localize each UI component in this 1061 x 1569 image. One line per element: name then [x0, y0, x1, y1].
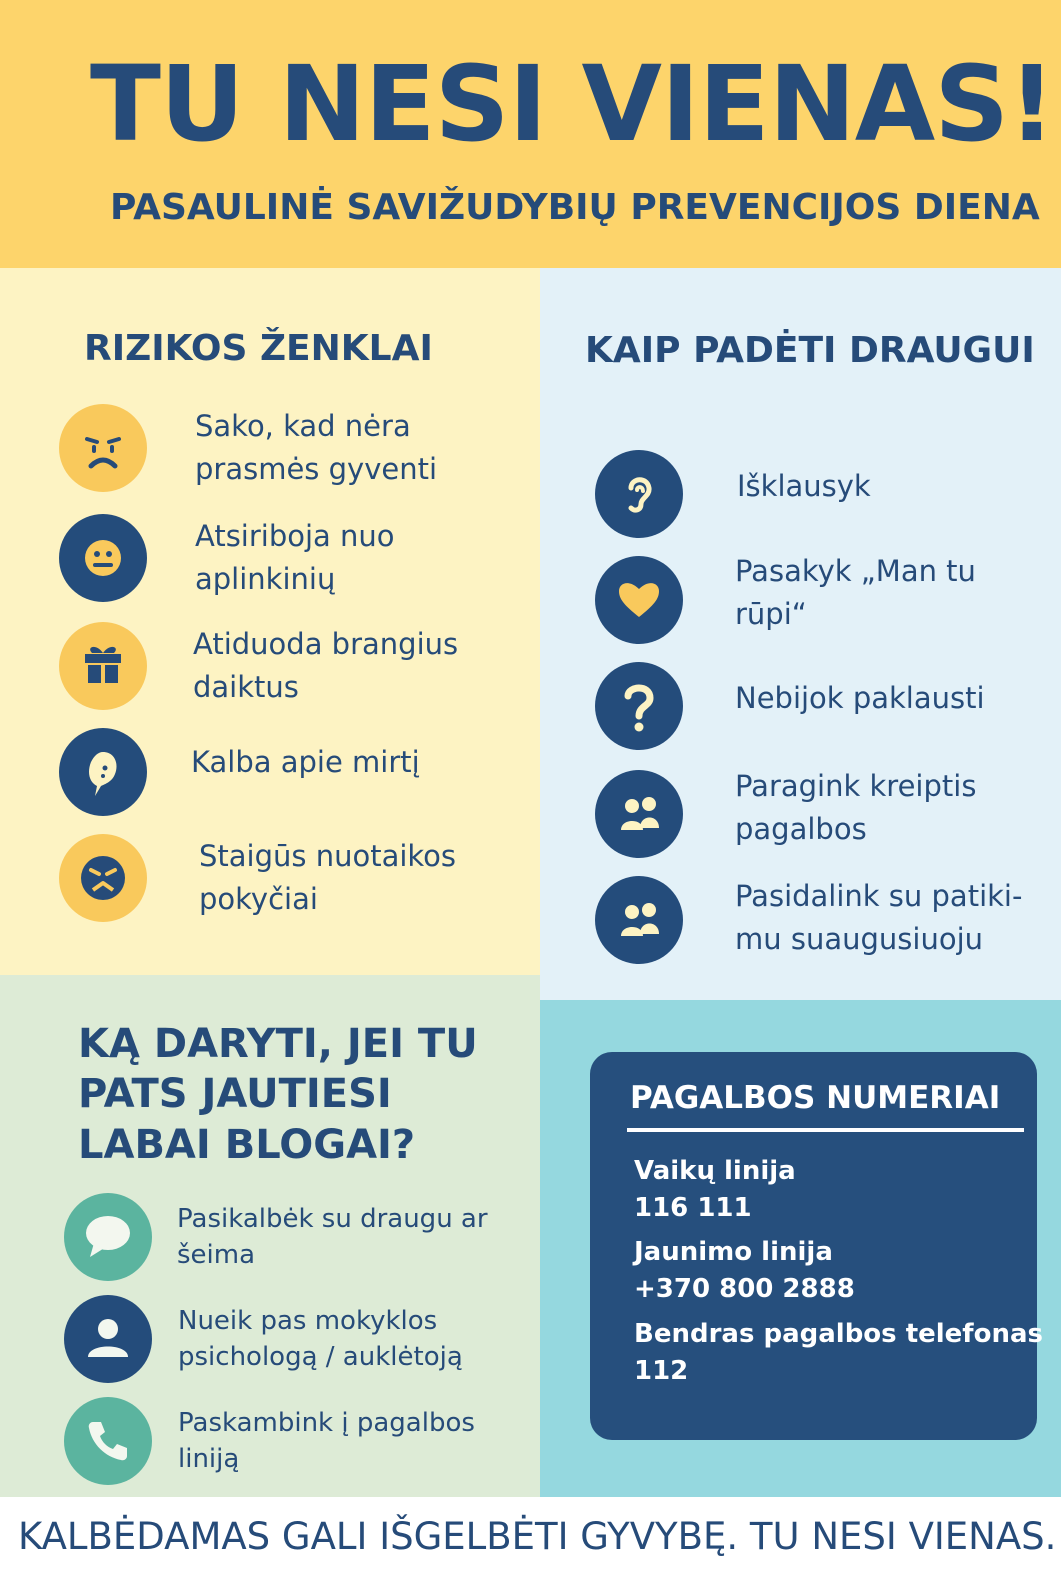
chat-bubble-icon: [64, 1193, 152, 1281]
phone-icon: [64, 1397, 152, 1485]
risk-signs-title: RIZIKOS ŽENKLAI: [84, 328, 433, 369]
self-help-item: [64, 1295, 463, 1383]
risk-item-line1: Atiduoda brangius: [193, 626, 459, 661]
risk-item: [59, 622, 458, 710]
hotline-label: Jaunimo linija: [634, 1237, 833, 1267]
help-item: [595, 770, 976, 858]
risk-item: [59, 514, 395, 602]
risk-item-line1: Atsiriboja nuo: [195, 518, 395, 553]
gift-icon: [59, 622, 147, 710]
people-icon: [595, 770, 683, 858]
risk-item-line1: Staigūs nuotaikos: [199, 838, 457, 873]
help-item-line1: Pasidalink su patiki-: [735, 878, 1023, 913]
help-item: [595, 662, 985, 750]
risk-item: [59, 834, 456, 922]
page-title: TU NESI VIENAS!: [90, 43, 1055, 165]
help-item-line1: Pasakyk „Man tu: [735, 553, 976, 588]
self-help-item-line1: Pasikalbėk su draugu ar: [177, 1203, 488, 1234]
hotlines-box: [590, 1052, 1044, 1440]
speech-head-icon: [59, 728, 147, 816]
risk-item-line2: daiktus: [193, 670, 299, 704]
self-help-item-line1: Paskambink į pagalbos: [178, 1407, 475, 1438]
risk-item-line2: aplinkinių: [195, 562, 336, 596]
self-help-title-line2: PATS JAUTIESI: [78, 1071, 392, 1118]
sad-face-icon: [59, 404, 147, 492]
header-banner: [0, 0, 1061, 268]
self-help-item-line2: liniją: [178, 1444, 240, 1474]
help-item-line2: pagalbos: [735, 812, 867, 846]
page-subtitle: PASAULINĖ SAVIŽUDYBIŲ PREVENCIJOS DIENA: [110, 187, 1040, 228]
risk-signs-panel: [0, 268, 540, 975]
help-item-line2: rūpi“: [735, 597, 807, 631]
help-item-line1: Išklausyk: [737, 469, 871, 504]
hotline-number[interactable]: 112: [634, 1356, 689, 1386]
risk-item-line2: prasmės gyventi: [195, 452, 438, 486]
withdrawn-face-icon: [59, 514, 147, 602]
self-help-item: [64, 1397, 475, 1485]
hotlines-title: PAGALBOS NUMERIAI: [630, 1080, 1001, 1116]
self-help-item-line2: psichologą / auklėtoją: [178, 1342, 463, 1372]
hotlines-divider: [627, 1128, 1024, 1132]
help-item-line2: mu suaugusiuoju: [735, 922, 984, 956]
hotline-label: Bendras pagalbos telefonas: [634, 1319, 1044, 1349]
hotline-label: Vaikų linija: [634, 1156, 796, 1186]
people-icon: [595, 876, 683, 964]
self-help-item-line2: šeima: [177, 1240, 256, 1270]
help-friend-title: KAIP PADĖTI DRAUGUI: [585, 330, 1035, 371]
self-help-title-line1: KĄ DARYTI, JEI TU: [78, 1021, 478, 1067]
footer: [0, 1497, 1061, 1569]
hotline-number[interactable]: 116 111: [634, 1193, 752, 1223]
risk-item-line1: Sako, kad nėra: [195, 408, 411, 443]
heart-icon: [595, 556, 683, 644]
hotline-number[interactable]: +370 800 2888: [634, 1274, 855, 1304]
self-help-item: [64, 1193, 488, 1281]
help-item-line1: Paragink kreiptis: [735, 768, 977, 803]
risk-item: [59, 404, 437, 492]
angry-face-icon: [59, 834, 147, 922]
risk-item-line1: Kalba apie mirtį: [191, 745, 420, 780]
ear-icon: [595, 450, 683, 538]
risk-item-line2: pokyčiai: [199, 882, 318, 916]
question-icon: [595, 662, 683, 750]
self-help-title: [78, 1019, 478, 1170]
help-item-line1: Nebijok paklausti: [735, 681, 985, 716]
help-item: [595, 553, 976, 644]
person-icon: [64, 1295, 152, 1383]
risk-item: [59, 728, 420, 816]
self-help-panel: [0, 975, 540, 1497]
help-item: [595, 876, 1022, 964]
self-help-title-line3: LABAI BLOGAI?: [78, 1121, 416, 1168]
help-item: [595, 450, 871, 538]
footer-slogan: KALBĖDAMAS GALI IŠGELBĖTI GYVYBĘ. TU NESI VIENAS.: [18, 1515, 1057, 1558]
self-help-item-line1: Nueik pas mokyklos: [178, 1305, 438, 1336]
help-friend-panel: [540, 268, 1061, 1000]
